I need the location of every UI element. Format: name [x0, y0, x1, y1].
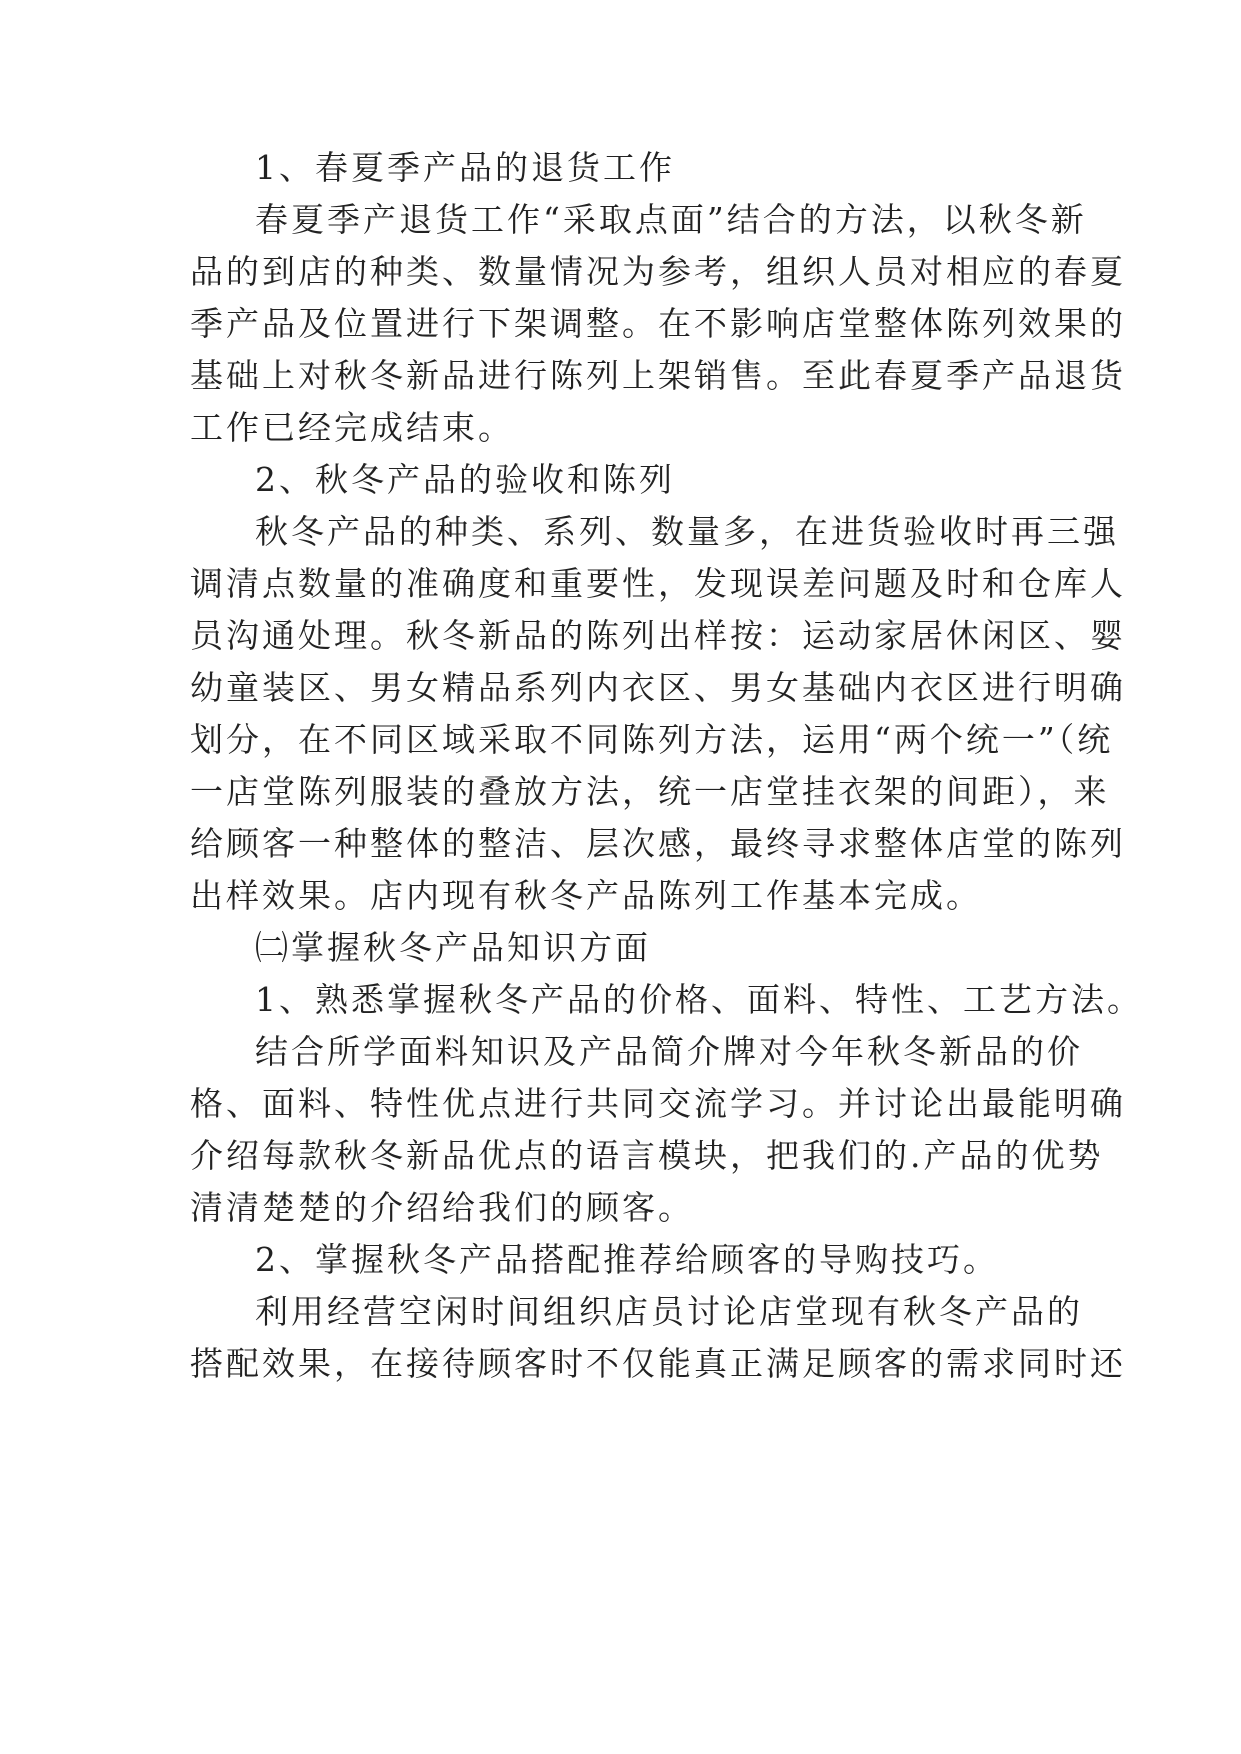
paragraph-line: 幼童装区、男女精品系列内衣区、男女基础内衣区进行明确 — [190, 668, 1126, 707]
paragraph-line: 出样效果。店内现有秋冬产品陈列工作基本完成。 — [190, 876, 982, 915]
section-heading-product-knowledge: ㈡掌握秋冬产品知识方面 — [255, 928, 651, 967]
paragraph-line: 基础上对秋冬新品进行陈列上架销售。至此春夏季产品退货 — [190, 356, 1126, 395]
paragraph-line: 一店堂陈列服装的叠放方法，统一店堂挂衣架的间距），来 — [190, 772, 1110, 811]
paragraph-line: 品的到店的种类、数量情况为参考，组织人员对相应的春夏 — [190, 252, 1126, 291]
heading-autumn-winter-acceptance: 2、秋冬产品的验收和陈列 — [255, 460, 675, 499]
paragraph-line: 清清楚楚的介绍给我们的顾客。 — [190, 1188, 694, 1227]
paragraph-line: 季产品及位置进行下架调整。在不影响店堂整体陈列效果的 — [190, 304, 1126, 343]
paragraph-line: 工作已经完成结束。 — [190, 408, 514, 447]
heading-matching-skills: 2、掌握秋冬产品搭配推荐给顾客的导购技巧。 — [255, 1240, 999, 1279]
heading-familiar-products: 1、熟悉掌握秋冬产品的价格、面料、特性、工艺方法。 — [255, 980, 1143, 1019]
paragraph-line: 结合所学面料知识及产品简介牌对今年秋冬新品的价 — [255, 1032, 1083, 1071]
paragraph-line: 员沟通处理。秋冬新品的陈列出样按：运动家居休闲区、婴 — [190, 616, 1126, 655]
paragraph-line: 给顾客一种整体的整洁、层次感，最终寻求整体店堂的陈列 — [190, 824, 1126, 863]
paragraph-line: 介绍每款秋冬新品优点的语言模块，把我们的.产品的优势 — [190, 1136, 1104, 1175]
paragraph-line: 划分，在不同区域采取不同陈列方法，运用“两个统一”（统 — [190, 720, 1114, 759]
heading-spring-summer-returns: 1、春夏季产品的退货工作 — [255, 148, 675, 187]
paragraph-line: 格、面料、特性优点进行共同交流学习。并讨论出最能明确 — [190, 1084, 1126, 1123]
paragraph-line: 调清点数量的准确度和重要性，发现误差问题及时和仓库人 — [190, 564, 1126, 603]
paragraph-line: 秋冬产品的种类、系列、数量多，在进货验收时再三强 — [255, 512, 1119, 551]
paragraph-line: 春夏季产退货工作“采取点面”结合的方法，以秋冬新 — [255, 200, 1087, 239]
paragraph-line: 利用经营空闲时间组织店员讨论店堂现有秋冬产品的 — [255, 1292, 1083, 1331]
paragraph-line: 搭配效果，在接待顾客时不仅能真正满足顾客的需求同时还 — [190, 1344, 1126, 1383]
